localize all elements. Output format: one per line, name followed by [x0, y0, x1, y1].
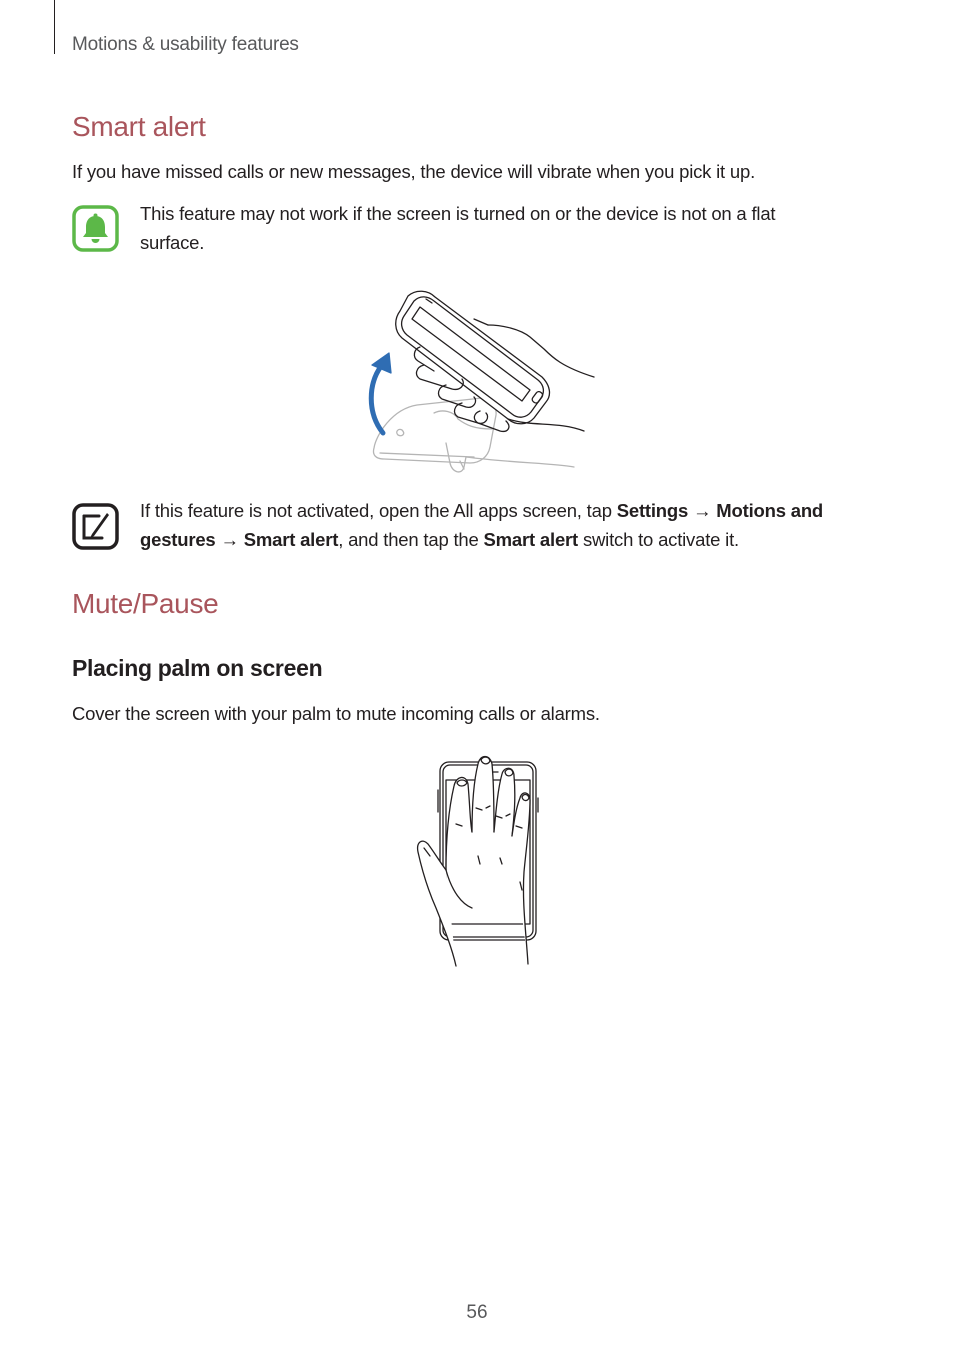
- caution-line-2: surface.: [140, 231, 205, 253]
- bell-icon: [72, 205, 119, 257]
- note-arrow: →: [215, 528, 244, 550]
- note-gestures: gestures: [140, 528, 216, 550]
- page-number: 56: [466, 1302, 488, 1323]
- smart-alert-description: If you have missed calls or new messages, the device will vibrate when you pick it up.: [72, 161, 756, 182]
- note-text: switch to activate it.: [578, 528, 739, 550]
- section-title-smart-alert: Smart alert: [72, 111, 206, 142]
- note-arrow: →: [688, 500, 717, 521]
- palm-covering-phone-illustration: [412, 752, 542, 973]
- hand-lifting-phone-illustration: [362, 285, 598, 482]
- breadcrumb: Motions & usability features: [72, 34, 299, 55]
- note-text: If this feature is not activated, open the All apps screen, tap: [140, 500, 617, 521]
- note-smart-alert: Smart alert: [243, 528, 339, 550]
- subsection-title: Placing palm on screen: [72, 655, 323, 681]
- section-title-mute-pause: Mute/Pause: [72, 588, 219, 619]
- mute-description: Cover the screen with your palm to mute incoming calls or alarms.: [72, 703, 600, 724]
- note-text: , and then tap the: [338, 528, 484, 550]
- note-settings: Settings: [616, 500, 689, 521]
- memo-icon: [72, 503, 119, 555]
- info-note: [140, 497, 890, 554]
- note-smart-alert-switch: Smart alert: [483, 528, 579, 550]
- note-motions-and: Motions and: [716, 500, 824, 521]
- caution-note: [140, 200, 890, 257]
- header-divider: [54, 0, 55, 54]
- caution-line-1: This feature may not work if the screen is turned on or the device is not on a flat: [140, 203, 776, 224]
